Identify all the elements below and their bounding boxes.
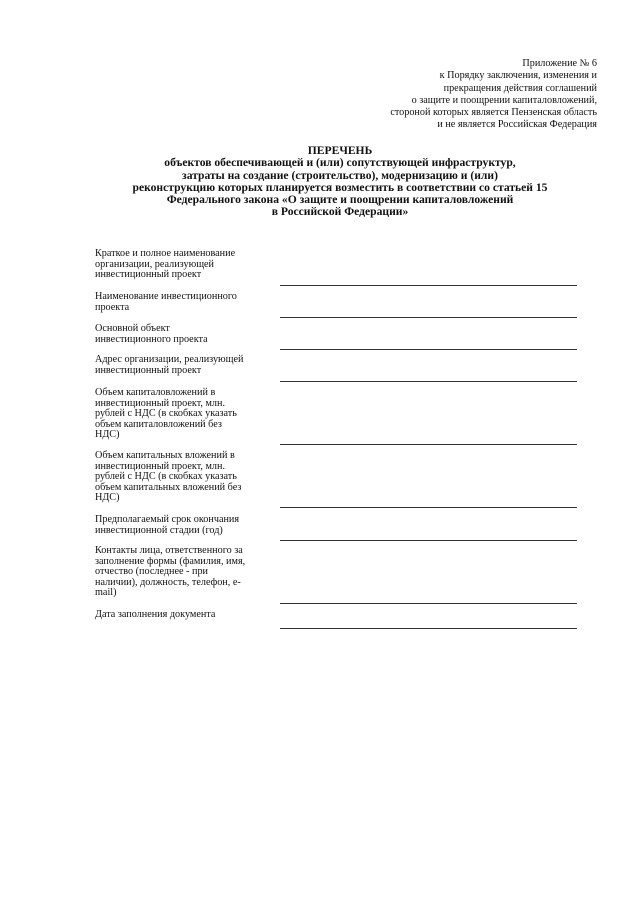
label-line: Дата заполнения документа: [95, 609, 216, 620]
field-label: [95, 610, 260, 621]
label-line: инвестиционный проект: [95, 269, 202, 281]
label-line: инвестиционного проекта: [95, 333, 208, 345]
label-line: инвестиционный проект, млн.: [95, 460, 226, 472]
label-line: объем капиталовложений без: [95, 418, 222, 430]
label-line: рублей с НДС (в скобках указать: [95, 471, 237, 483]
title-line: затраты на создание (строительство), модернизацию и (или): [182, 168, 498, 182]
label-line: Основной объект: [95, 323, 170, 334]
label-line: mail): [95, 587, 117, 599]
field-label: [95, 546, 260, 599]
label-line: инвестиционный проект: [95, 364, 202, 376]
annex-line: к Порядку заключения, изменения и: [439, 70, 597, 82]
label-line: Краткое и полное наименование: [95, 248, 236, 259]
title-line: в Российской Федерации»: [271, 205, 409, 219]
label-line: организации, реализующей: [95, 258, 215, 270]
field-label: [95, 355, 260, 376]
annex-line: Приложение № 6: [522, 58, 597, 69]
label-line: НДС): [95, 492, 120, 504]
fill-line[interactable]: [280, 603, 577, 604]
fill-line[interactable]: [280, 381, 577, 382]
fill-line[interactable]: [280, 540, 577, 541]
annex-line: прекращения действия соглашений: [443, 82, 597, 94]
title-line: Федерального закона «О защите и поощрении капиталовложений: [166, 193, 514, 207]
fill-line[interactable]: [280, 444, 577, 445]
field-label: [95, 515, 260, 536]
field-label: [95, 324, 260, 345]
label-line: Предполагаемый срок окончания: [95, 514, 240, 525]
label-line: отчество (последнее - при: [95, 566, 209, 578]
title-line: объектов обеспечивающей и (или) сопутствующей инфраструктур,: [164, 156, 516, 170]
field-label: [95, 451, 260, 504]
title-line: реконструкцию которых планируется возместить в соответствии со статьей 15: [132, 180, 548, 194]
fill-line[interactable]: [280, 507, 577, 508]
label-line: заполнение формы (фамилия, имя,: [95, 555, 246, 567]
annex-line: стороной которых является Пензенская область: [390, 107, 597, 119]
field-label: [95, 388, 260, 441]
annex-reference: [267, 58, 597, 132]
label-line: НДС): [95, 429, 120, 441]
label-line: Объем капиталовложений в: [95, 387, 216, 398]
fill-line[interactable]: [280, 317, 577, 318]
fill-line[interactable]: [280, 285, 577, 286]
label-line: наличии), должность, телефон, e-: [95, 576, 241, 588]
fill-line[interactable]: [280, 349, 577, 350]
annex-line: и не является Российская Федерация: [437, 119, 597, 131]
label-line: Наименование инвестиционного: [95, 291, 237, 302]
label-line: объем капитальных вложений без: [95, 481, 242, 493]
label-line: Контакты лица, ответственного за: [95, 545, 243, 556]
label-line: Адрес организации, реализующей: [95, 354, 244, 365]
label-line: проекта: [95, 301, 130, 313]
document-title: [110, 145, 570, 219]
field-label: [95, 249, 260, 281]
label-line: инвестиционной стадии (год): [95, 524, 223, 536]
label-line: рублей с НДС (в скобках указать: [95, 408, 237, 420]
label-line: Объем капитальных вложений в: [95, 450, 235, 461]
annex-line: о защите и поощрении капиталовложений,: [411, 94, 597, 106]
label-line: инвестиционный проект, млн.: [95, 397, 226, 409]
field-label: [95, 292, 260, 313]
fill-line[interactable]: [280, 628, 577, 629]
title-heading: ПЕРЕЧЕНЬ: [307, 144, 373, 157]
